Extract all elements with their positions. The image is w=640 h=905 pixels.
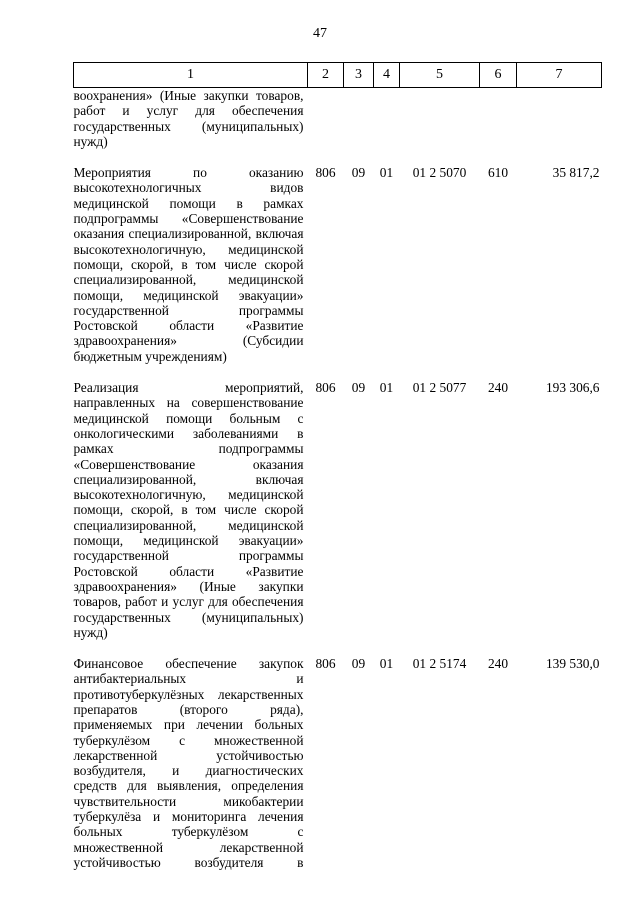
subsection-code (374, 88, 400, 166)
target-article-code: 01 2 5070 (412, 165, 467, 181)
target-article-code: 01 2 5174 (412, 656, 467, 672)
row-description: воохранения» (Иные закупки товаров, работ и услуг для обеспечения государственных (муниципальных) нужд) (73, 88, 304, 149)
expense-type-code (480, 88, 517, 166)
table-row (74, 88, 602, 166)
amount-value (517, 88, 602, 166)
subsection-code: 01 (379, 656, 394, 672)
row-description: Финансовое обеспечение закупок антибактериальных и противотуберкулёзных лекарственных препаратов (второго ряда), применяемых при лечении больных туберкулёзом с множественной лекарственной устойчивостью возбудителя, и диагностических средств для выявления, определения чувствительности микобактерии туберкулёза и мониторинга лечения больных туберкулёзом с множественной лекарственной устойчивостью возбудителя в (73, 656, 304, 870)
row-description: Мероприятия по оказанию высокотехнологичных видов медицинской помощи в рамках подпрограммы «Совершенствование оказания специализированной, включая высокотехнологичную, медицинской помощи, скорой, в том числе скорой специализированной, медицинской помощи, медицинской эвакуации» государственной программы Ростовской области «Развитие здравоохранения» (Субсидии бюджетным учреждениям) (73, 165, 304, 364)
page-number: 47 (313, 26, 327, 41)
amount-value: 139 530,0 (545, 656, 600, 672)
ministry-code: 806 (315, 380, 336, 396)
budget-table (73, 62, 602, 870)
column-header: 6 (480, 63, 517, 88)
section-code: 09 (351, 380, 366, 396)
ministry-code: 806 (315, 165, 336, 181)
section-code (344, 88, 374, 166)
section-code: 09 (351, 656, 366, 672)
column-header: 2 (308, 63, 344, 88)
column-header: 5 (400, 63, 480, 88)
column-header: 1 (74, 63, 308, 88)
column-header: 4 (374, 63, 400, 88)
ministry-code: 806 (315, 656, 336, 672)
target-article-code (400, 88, 480, 166)
target-article-code: 01 2 5077 (412, 380, 467, 396)
expense-type-code: 610 (487, 165, 509, 181)
column-header: 7 (517, 63, 602, 88)
subsection-code: 01 (379, 165, 394, 181)
table-row (74, 380, 602, 656)
table-header-row (74, 63, 602, 88)
table-row (74, 656, 602, 870)
ministry-code (308, 88, 344, 166)
section-code: 09 (351, 165, 366, 181)
subsection-code: 01 (379, 380, 394, 396)
row-description: Реализация мероприятий, направленных на совершенствование медицинской помощи больным с онкологическими заболеваниями в рамках подпрограммы «Совершенствование оказания специализированной, включая высокотехнологичную, медицинской помощи, скорой, в том числе скорой специализированной, медицинской помощи, медицинской эвакуации» государственной программы Ростовской области «Развитие здравоохранения» (Иные закупки товаров, работ и услуг для обеспечения государственных (муниципальных) нужд) (73, 380, 304, 640)
expense-type-code: 240 (487, 380, 509, 396)
expense-type-code: 240 (487, 656, 509, 672)
table-row (74, 165, 602, 380)
amount-value: 193 306,6 (545, 380, 600, 396)
amount-value: 35 817,2 (552, 165, 600, 181)
column-header: 3 (344, 63, 374, 88)
